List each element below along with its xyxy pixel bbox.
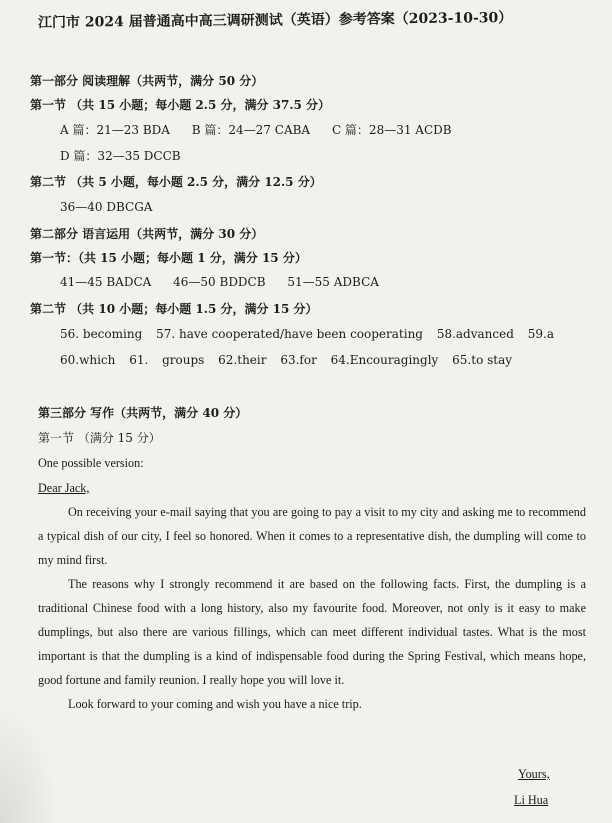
part2-sec1-heading: 第一节：（共 15 小题；每小题 1 分，满分 15 分） — [30, 251, 307, 265]
scan-shadow — [0, 703, 60, 823]
answer-61-number: 61. — [129, 353, 149, 367]
letter-signature: Li Hua — [514, 793, 549, 807]
letter-greeting: Dear Jack, — [38, 481, 90, 495]
answer-group-c: C 篇：28—31 ACDB — [331, 123, 452, 137]
answer-57: 57. have cooperated/have been cooperating — [156, 327, 423, 341]
letter-paragraph: The reasons why I strongly recommend it are based on the following facts. First, the dumpling is a traditional Chinese food with a long history, also my favourite food. Moreover, not only is it easy to make dumplings, but also there are various fillings, which can meet different individual tastes. What is the most important is that the dumpling is a kind of indispensable food during the Spring Festival, which means hope, good fortune and family reunion. I really hope you will love it. — [38, 577, 586, 687]
part2-heading: 第二部分 语言运用（共两节，满分 30 分） — [30, 227, 264, 241]
answer-64: 64.Encouragingly — [330, 353, 439, 367]
answer-65: 65.to stay — [452, 353, 513, 367]
answer-59: 59.a — [527, 327, 554, 341]
part3-sec1-heading: 第一节 （满分 15 分） — [38, 431, 161, 445]
page-title: 江门市 2024 届普通高中高三调研测试（英语）参考答案（2023-10-30） — [37, 10, 513, 31]
answer-46-50: 46—50 BDDCB — [173, 275, 266, 289]
answer-group-a: A 篇：21—23 BDA — [60, 123, 170, 137]
letter-body — [38, 500, 586, 716]
letter-closing: Yours, — [518, 767, 550, 781]
answer-60: 60.which — [60, 353, 116, 367]
answer-51-55: 51—55 ADBCA — [287, 275, 379, 289]
part2-sec2-heading: 第二节 （共 10 小题；每小题 1.5 分，满分 15 分） — [30, 302, 318, 316]
answer-58: 58.advanced — [436, 327, 514, 341]
part3-heading: 第三部分 写作（共两节，满分 40 分） — [38, 406, 248, 420]
answer-63: 63.for — [280, 353, 317, 367]
part1-sec2-answers: 36—40 DBCGA — [60, 200, 153, 214]
part1-sec2-heading: 第二节 （共 5 小题，每小题 2.5 分，满分 12.5 分） — [30, 175, 322, 189]
answer-56: 56. becoming — [60, 327, 143, 341]
letter-paragraph: Look forward to your coming and wish you have a nice trip. — [68, 697, 362, 711]
part2-sec1-answers — [60, 275, 397, 289]
letter-paragraph: On receiving your e-mail saying that you are going to pay a visit to my city and asking me to recommend a typical dish of our city, I feel so honored. When it comes to a representative dish, the dumpling will come to my mind first. — [38, 505, 586, 567]
answer-group-b: B 篇：24—27 CABA — [191, 123, 311, 137]
part1-sec1-heading: 第一节 （共 15 小题；每小题 2.5 分，满分 37.5 分） — [30, 98, 331, 112]
part1-heading: 第一部分 阅读理解（共两节，满分 50 分） — [30, 74, 264, 88]
part2-sec2-answers-row2 — [60, 353, 522, 367]
part2-sec2-answers-row1 — [60, 327, 564, 341]
answer-62: 62.their — [218, 353, 267, 367]
answer-group-d: D 篇：32—35 DCCB — [60, 149, 181, 163]
answer-61: groups — [162, 353, 205, 367]
answer-41-45: 41—45 BADCA — [60, 275, 152, 289]
version-label: One possible version: — [38, 456, 144, 470]
part1-sec1-answers-row1 — [60, 121, 470, 138]
